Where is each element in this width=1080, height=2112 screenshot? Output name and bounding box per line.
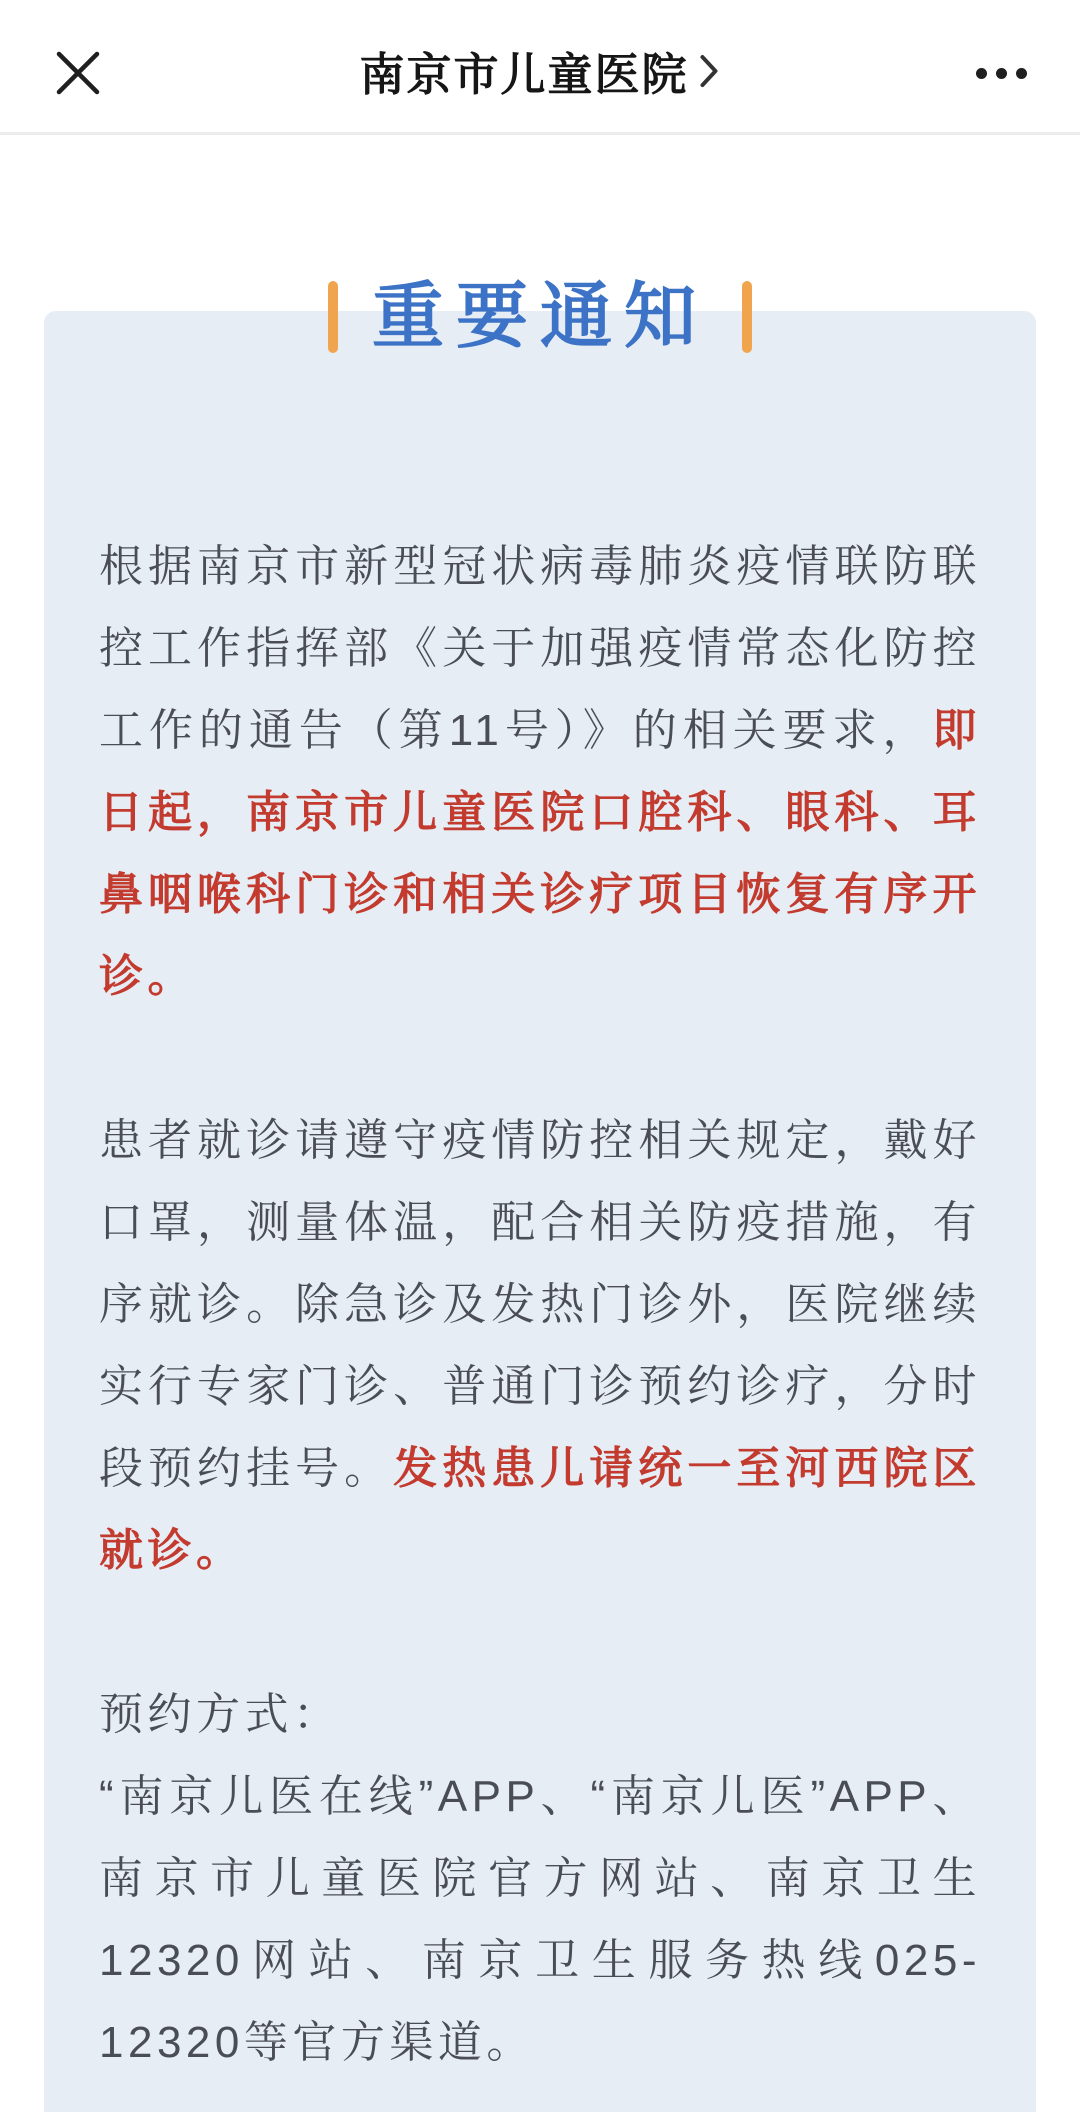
notice-paragraph (99, 1674, 981, 2084)
notice-banner (0, 277, 1080, 357)
notice-paragraph (99, 1100, 981, 1592)
close-icon-glyph (55, 50, 101, 96)
account-title[interactable] (359, 38, 720, 103)
banner-left-bar (328, 281, 338, 353)
navbar (0, 0, 1080, 135)
account-title-label: 南京市儿童医院 (359, 49, 689, 101)
close-icon[interactable] (54, 49, 102, 97)
text-segment: 预约方式： (99, 1690, 342, 1739)
text-segment: “南京儿医在线”APP、“南京儿医”APP、南京市儿童医院官方网站、南京卫生12320网站、南京卫生服务热线025-12320等官方渠道。 (99, 1772, 981, 2067)
more-dot (996, 68, 1007, 79)
more-options-icon[interactable] (976, 49, 1027, 97)
text-segment: 即日起，南京市儿童医院口腔科、眼科、耳鼻咽喉科门诊和相关诊疗项目恢复有序开诊。 (99, 706, 981, 1001)
notice-title: 重要通知 (371, 277, 708, 357)
text-segment: 发热患儿请统一至河西院区就诊。 (99, 1444, 982, 1575)
more-dot (1016, 68, 1027, 79)
notice-body (99, 526, 981, 2084)
chevron-right-icon (699, 52, 721, 90)
more-dot (976, 68, 987, 79)
notice-card (44, 311, 1036, 2112)
text-segment: 根据南京市新型冠状病毒肺炎疫情联防联控工作指挥部《关于加强疫情常态化防控工作的通告（第11号）》的相关要求， (99, 542, 981, 755)
banner-right-bar (742, 281, 752, 353)
text-segment: 患者就诊请遵守疫情防控相关规定，戴好口罩，测量体温，配合相关防疫措施，有序就诊。除急诊及发热门诊外，医院继续实行专家门诊、普通门诊预约诊疗，分时段预约挂号。 (99, 1116, 981, 1493)
notice-paragraph (99, 526, 981, 1018)
